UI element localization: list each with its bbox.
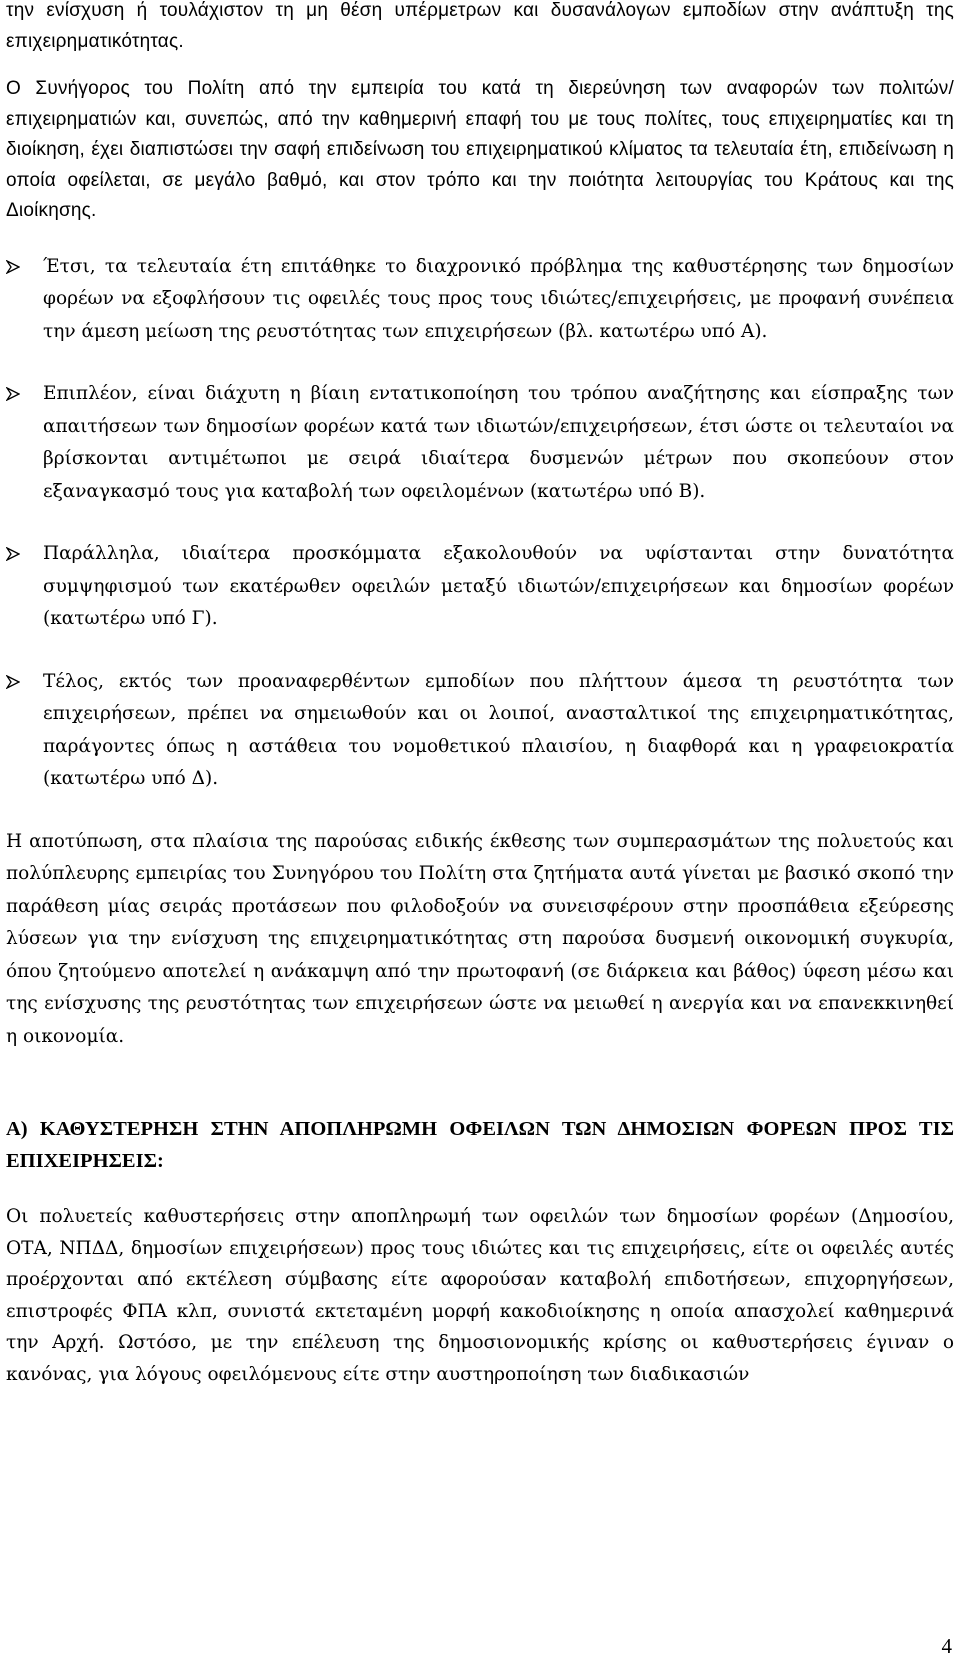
arrow-bullet-icon [6, 387, 20, 401]
bullet-item-enforcement [6, 378, 954, 508]
bullet-item-other-obstacles [6, 666, 954, 796]
bullet-text: Επιπλέον, είναι διάχυτη η βίαιη εντατικοποίηση του τρόπου αναζήτησης και είσπραξης των απαιτήσεων των δημοσίων φορέων κατά των ιδιωτών/επιχειρήσεων, έτσι ώστε οι τελευταίοι να βρίσκονται αντιμέτωποι με σειρά ιδιαίτερα δυσμενών μέτρων που σκοπεύουν στον εξαναγκασμό τους για καταβολή των οφειλομένων (κατωτέρω υπό Β). [43, 383, 954, 502]
document-page [6, 0, 954, 1390]
section-heading: Α) ΚΑΘΥΣΤΕΡΗΣΗ ΣΤΗΝ ΑΠΟΠΛΗΡΩΜΗ ΟΦΕΙΛΩΝ ΤΩΝ ΔΗΜΟΣΙΩΝ ΦΟΡΕΩΝ ΠΡΟΣ ΤΙΣ ΕΠΙΧΕΙΡΗΣΕΙΣ: [6, 1118, 954, 1172]
conclusion-paragraph: Η αποτύπωση, στα πλαίσια της παρούσας ειδικής έκθεσης των συμπερασμάτων της πολυετούς και πολύπλευρης εμπειρίας του Συνηγόρου του Πολίτη στα ζητήματα αυτά γίνεται με βασικό σκοπό την παράθεση μίας σειράς προτάσεων που φιλοδοξούν να συνεισφέρουν στην προσπάθεια εξεύρεσης λύσεων για την ενίσχυση της επιχειρηματικότητας στη παρούσα δυσμενή οικονομική συγκυρία, όπου ζητούμενο αποτελεί η ανάκαμψη από την πρωτοφανή (σε διάρκεια και βάθος) ύφεση μέσω και της ενίσχυσης της ρευστότητας των επιχειρήσεων ώστε να μειωθεί η ανεργία και να επανεκκινηθεί η οικονομία. [6, 830, 954, 1047]
bullet-item-offsetting [6, 538, 954, 636]
observation-paragraph: Ο Συνήγορος του Πολίτη από την εμπειρία του κατά τη διερεύνηση των αναφορών των πολιτών/επιχειρηματιών και, συνεπώς, από την καθημερινή επαφή του με τους πολίτες, τους επιχειρηματίες και τη διοίκηση, έχει διαπιστώσει την σαφή επιδείνωση του επιχειρηματικού κλίματος τα τελευταία έτη, επιδείνωση η οποία οφείλεται, σε μεγάλο βαθμό, και στον τρόπο και την ποιότητα λειτουργίας του Κράτους και της Διοίκησης. [6, 78, 954, 221]
intro-paragraph-tail: την ενίσχυση ή τουλάχιστον τη μη θέση υπέρμετρων και δυσανάλογων εμποδίων στην ανάπτυξη της επιχειρηματικότητας. [6, 0, 954, 52]
bullet-item-delay [6, 251, 954, 349]
section-body-paragraph: Οι πολυετείς καθυστερήσεις στην αποπληρωμή των οφειλών των δημοσίων φορέων (Δημοσίου, ΟΤΑ, ΝΠΔΔ, δημοσίων επιχειρήσεων) προς τους ιδιώτες και τις επιχειρήσεις, είτε οι οφειλές αυτές προέρχονται από εκτέλεση σύμβασης είτε αφορούσαν καταβολή επιδοτήσεων, επιχορηγήσεων, επιστροφές ΦΠΑ κλπ, συνιστά εκτεταμένη μορφή κακοδιοίκησης η οποία απασχολεί καθημερινά την Αρχή. Ωστόσο, με την επέλευση της δημοσιονομικής κρίσης οι καθυστερήσεις έγιναν ο κανόνας, για λόγους οφειλόμενους είτε στην αυστηροποίηση των διαδικασιών [6, 1206, 954, 1385]
arrow-bullet-icon [6, 547, 20, 561]
bullet-text: Τέλος, εκτός των προαναφερθέντων εμποδίων που πλήττουν άμεσα τη ρευστότητα των επιχειρήσεων, πρέπει να σημειωθούν και οι λοιποί, ανασταλτικοί της επιχειρηματικότητας, παράγοντες όπως η αστάθεια του νομοθετικού πλαισίου, η διαφθορά και η γραφειοκρατία (κατωτέρω υπό Δ). [43, 670, 954, 789]
page-number: 4 [941, 1634, 952, 1658]
bullet-text: Παράλληλα, ιδιαίτερα προσκόμματα εξακολουθούν να υφίστανται στην δυνατότητα συμψηφισμού των εκατέρωθεν οφειλών μεταξύ ιδιωτών/επιχειρήσεων και δημοσίων φορέων (κατωτέρω υπό Γ). [43, 543, 954, 629]
arrow-bullet-icon [6, 260, 20, 274]
bullet-text: Έτσι, τα τελευταία έτη επιτάθηκε το διαχρονικό πρόβλημα της καθυστέρησης των δημοσίων φορέων να εξοφλήσουν τις οφειλές τους προς τους ιδιώτες/επιχειρήσεις, με προφανή συνέπεια την άμεση μείωση της ρευστότητας των επιχειρήσεων (βλ. κατωτέρω υπό Α). [43, 255, 954, 342]
arrow-bullet-icon [6, 675, 20, 689]
